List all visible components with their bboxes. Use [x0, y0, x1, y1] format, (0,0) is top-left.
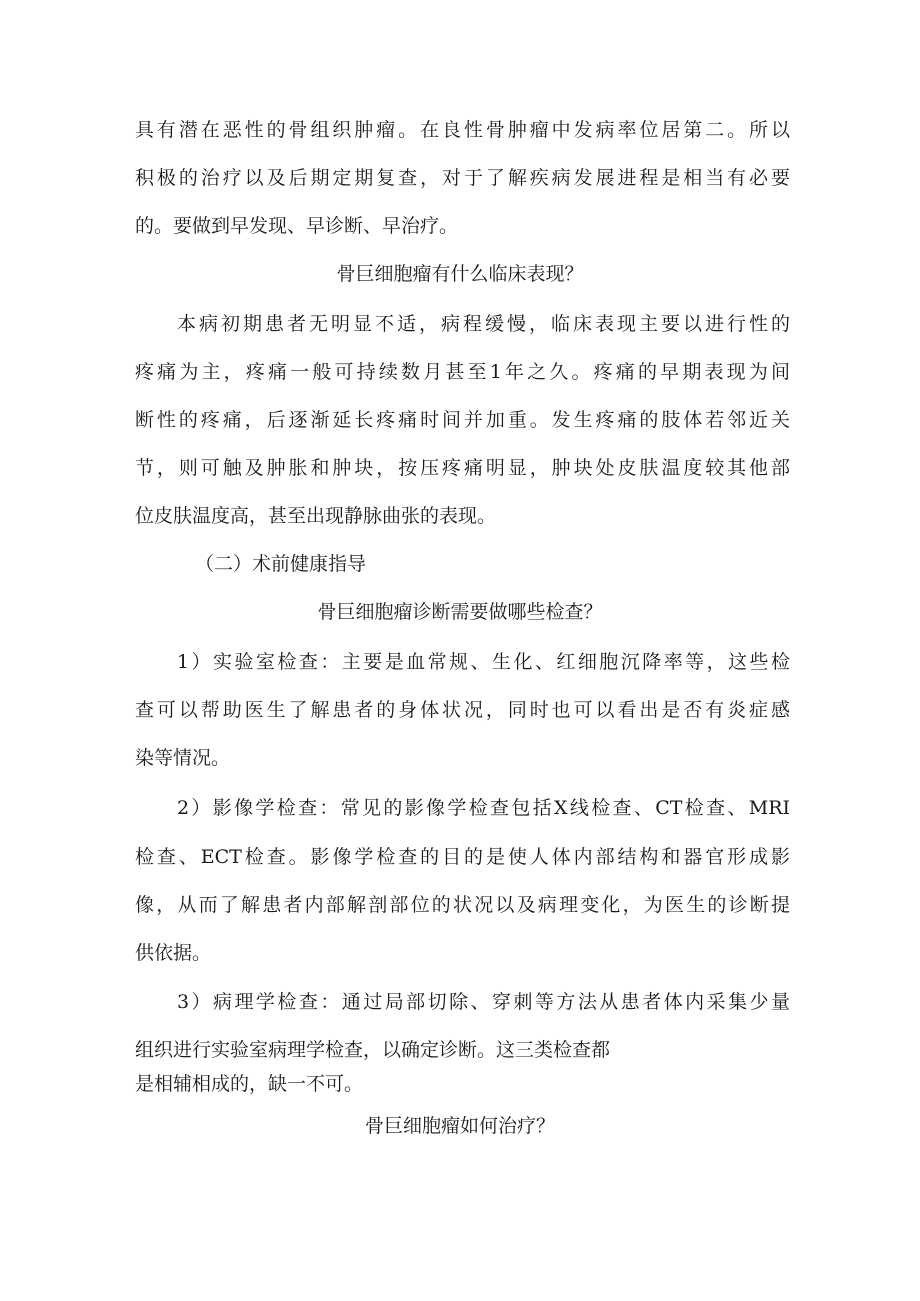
exam2-line-4: 供依据。	[135, 942, 212, 964]
subsection-preop-guidance: （二）术前健康指导	[195, 553, 367, 575]
heading-clinical-symptoms: 骨巨细胞瘤有什么临床表现？	[336, 263, 584, 285]
exam1-line-1: 1）实验室检查：主要是血常规、生化、红细胞沉降率等，这些检	[177, 651, 790, 673]
exam3-line-2: 组织进行实验室病理学检查，以确定诊断。这三类检查都	[135, 1039, 611, 1061]
exam2-line-2: 检查、ECT检查。影像学检查的目的是使人体内部结构和器官形成影	[135, 846, 790, 868]
exam2-line-1: 2）影像学检查：常见的影像学检查包括X线检查、CT检查、MRI	[177, 797, 790, 819]
heading-diagnostic-exams: 骨巨细胞瘤诊断需要做哪些检查？	[317, 601, 603, 623]
symptoms-line-3: 断性的疼痛，后逐渐延长疼痛时间并加重。发生疼痛的肢体若邻近关	[135, 409, 790, 431]
symptoms-line-1: 本病初期患者无明显不适，病程缓慢，临床表现主要以进行性的	[177, 313, 790, 335]
intro-line-2: 积极的治疗以及后期定期复查，对于了解疾病发展进程是相当有必要	[135, 167, 790, 189]
exam1-line-2: 查可以帮助医生了解患者的身体状况，同时也可以看出是否有炎症感	[135, 699, 790, 721]
intro-line-3: 的。要做到早发现、早诊断、早治疗。	[135, 215, 459, 237]
exam3-line-3: 是相辅相成的，缺一不可。	[135, 1073, 364, 1095]
heading-treatment: 骨巨细胞瘤如何治疗？	[364, 1115, 555, 1137]
exam3-line-1: 3）病理学检查：通过局部切除、穿刺等方法从患者体内采集少量	[177, 991, 790, 1013]
symptoms-line-5: 位皮肤温度高，甚至出现静脉曲张的表现。	[135, 505, 497, 527]
exam2-line-3: 像，从而了解患者内部解剖部位的状况以及病理变化，为医生的诊断提	[135, 894, 790, 916]
symptoms-line-4: 节，则可触及肿胀和肿块，按压疼痛明显，肿块处皮肤温度较其他部	[135, 457, 790, 479]
intro-line-1: 具有潜在恶性的骨组织肿瘤。在良性骨肿瘤中发病率位居第二。所以	[135, 119, 790, 141]
exam1-line-3: 染等情况。	[135, 747, 231, 769]
symptoms-line-2: 疼痛为主，疼痛一般可持续数月甚至1年之久。疼痛的早期表现为间	[135, 361, 790, 383]
